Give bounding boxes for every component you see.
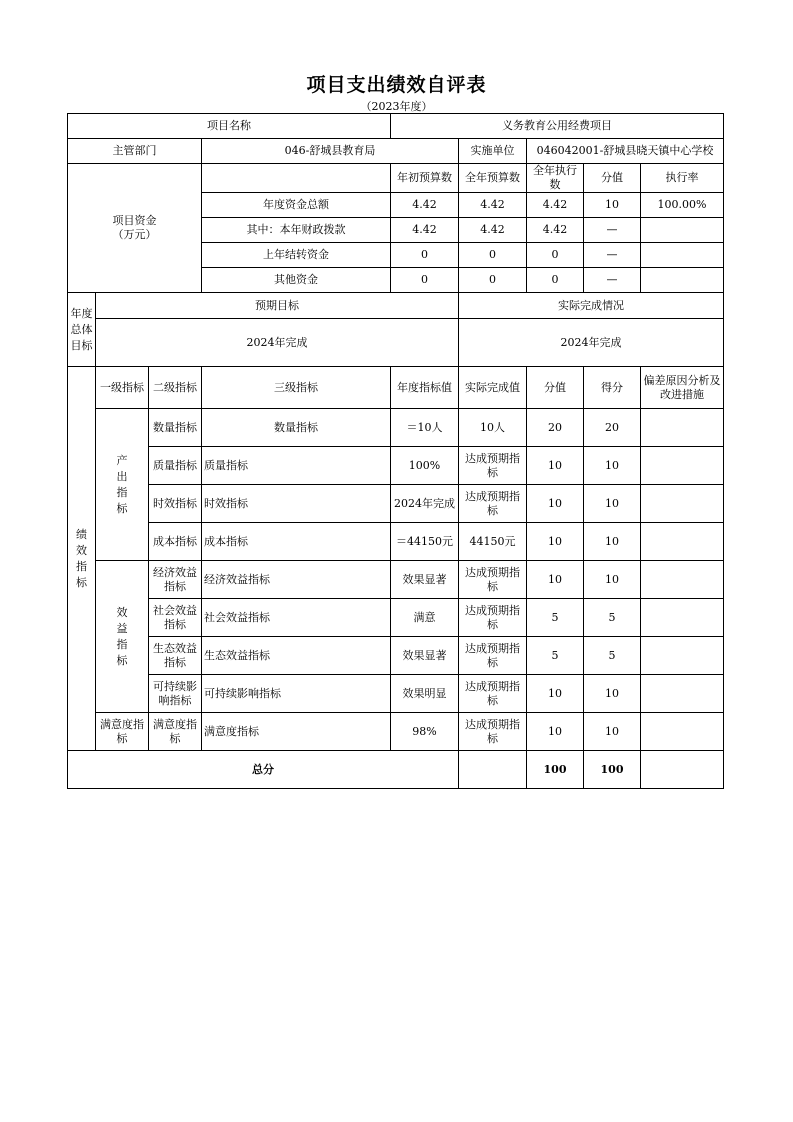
perf-score: 10: [584, 713, 641, 751]
perf-l3: 成本指标: [202, 523, 391, 561]
goal-expected-header: 预期目标: [96, 293, 459, 319]
funds-header: 分值: [584, 164, 641, 193]
perf-score-max: 10: [527, 713, 584, 751]
perf-l2: 社会效益指标: [149, 599, 202, 637]
perf-l3: 数量指标: [202, 409, 391, 447]
funds-row-label: 年度资金总额: [202, 193, 391, 218]
perf-reason: [641, 599, 724, 637]
perf-row: [68, 713, 724, 751]
perf-l3: 可持续影响指标: [202, 675, 391, 713]
funds-cell: 100.00%: [641, 193, 724, 218]
perf-l2: 经济效益指标: [149, 561, 202, 599]
perf-score-max: 10: [527, 675, 584, 713]
perf-reason: [641, 485, 724, 523]
funds-label-line1: 项目资金: [112, 214, 157, 227]
perf-score: 20: [584, 409, 641, 447]
perf-actual: 10人: [459, 409, 527, 447]
perf-score-max: 10: [527, 485, 584, 523]
satisfaction-indicator-label: 满意度指标: [96, 713, 149, 751]
funds-cell: —: [584, 268, 641, 293]
project-name-row: [68, 114, 724, 139]
funds-cell: [641, 218, 724, 243]
perf-score-max: 10: [527, 523, 584, 561]
perf-reason: [641, 637, 724, 675]
perf-header: 二级指标: [149, 367, 202, 409]
perf-header: 得分: [584, 367, 641, 409]
dept-label: 主管部门: [68, 139, 202, 164]
perf-header: 分值: [527, 367, 584, 409]
perf-score-max: 10: [527, 447, 584, 485]
total-blank: [459, 751, 527, 789]
perf-target: ＝10人: [391, 409, 459, 447]
total-label: 总分: [68, 751, 459, 789]
evaluation-table: [67, 113, 724, 789]
funds-label-line2: （万元）: [112, 228, 157, 241]
output-indicator-label: 产 出 指 标: [96, 409, 149, 561]
perf-target: 98%: [391, 713, 459, 751]
perf-l3: 满意度指标: [202, 713, 391, 751]
goal-actual: 2024年完成: [459, 319, 724, 367]
funds-row-label: 上年结转资金: [202, 243, 391, 268]
perf-reason: [641, 409, 724, 447]
perf-score: 10: [584, 447, 641, 485]
perf-target: 效果明显: [391, 675, 459, 713]
funds-cell: 4.42: [459, 193, 527, 218]
goal-content-row: [68, 319, 724, 367]
perf-l2: 质量指标: [149, 447, 202, 485]
perf-l3: 生态效益指标: [202, 637, 391, 675]
goal-expected: 2024年完成: [96, 319, 459, 367]
perf-score: 10: [584, 561, 641, 599]
funds-header: 全年执行数: [527, 164, 584, 193]
perf-score-max: 20: [527, 409, 584, 447]
perf-target: 效果显著: [391, 637, 459, 675]
perf-l2: 满意度指标: [149, 713, 202, 751]
perf-score: 10: [584, 675, 641, 713]
perf-reason: [641, 447, 724, 485]
perf-reason: [641, 675, 724, 713]
perf-l2: 可持续影响指标: [149, 675, 202, 713]
perf-reason: [641, 561, 724, 599]
perf-score: 5: [584, 599, 641, 637]
perf-l3: 时效指标: [202, 485, 391, 523]
funds-header: 全年预算数: [459, 164, 527, 193]
perf-row: [68, 485, 724, 523]
funds-cell: 0: [527, 243, 584, 268]
perf-row: [68, 409, 724, 447]
perf-actual: 达成预期指标: [459, 713, 527, 751]
perf-row: [68, 637, 724, 675]
goal-label: 年度 总体 目标: [68, 293, 96, 367]
funds-cell: 0: [459, 268, 527, 293]
perf-header: 一级指标: [96, 367, 149, 409]
perf-actual: 44150元: [459, 523, 527, 561]
impl-unit-label: 实施单位: [459, 139, 527, 164]
perf-score: 5: [584, 637, 641, 675]
funds-cell: [641, 268, 724, 293]
funds-cell: 0: [527, 268, 584, 293]
perf-score: 10: [584, 523, 641, 561]
perf-l3: 社会效益指标: [202, 599, 391, 637]
dept-row: [68, 139, 724, 164]
perf-l2: 数量指标: [149, 409, 202, 447]
funds-cell: 4.42: [527, 218, 584, 243]
perf-row: [68, 561, 724, 599]
funds-cell: 4.42: [459, 218, 527, 243]
funds-header: 年初预算数: [391, 164, 459, 193]
page-title: 项目支出绩效自评表: [306, 74, 487, 96]
funds-cell: [641, 243, 724, 268]
perf-actual: 达成预期指标: [459, 637, 527, 675]
perf-target: 效果显著: [391, 561, 459, 599]
perf-score-max: 5: [527, 599, 584, 637]
perf-header: 偏差原因分析及改进措施: [641, 367, 724, 409]
funds-cell: 4.42: [391, 218, 459, 243]
perf-actual: 达成预期指标: [459, 675, 527, 713]
perf-actual: 达成预期指标: [459, 599, 527, 637]
perf-reason: [641, 713, 724, 751]
perf-row: [68, 675, 724, 713]
funds-row-label: 其他资金: [202, 268, 391, 293]
perf-l2: 成本指标: [149, 523, 202, 561]
funds-header-blank: [202, 164, 391, 193]
perf-actual: 达成预期指标: [459, 561, 527, 599]
perf-l3: 经济效益指标: [202, 561, 391, 599]
report-year: （2023年度）: [360, 100, 433, 113]
goal-header-row: [68, 293, 724, 319]
impl-unit-value: 046042001-舒城县晓天镇中心学校: [527, 139, 724, 164]
funds-cell: —: [584, 218, 641, 243]
perf-target: ＝44150元: [391, 523, 459, 561]
perf-header-row: [68, 367, 724, 409]
project-name-value: 义务教育公用经费项目: [391, 114, 724, 139]
goal-actual-header: 实际完成情况: [459, 293, 724, 319]
perf-actual: 达成预期指标: [459, 485, 527, 523]
dept-value: 046-舒城县教育局: [202, 139, 459, 164]
perf-score-max: 5: [527, 637, 584, 675]
perf-actual: 达成预期指标: [459, 447, 527, 485]
perf-l2: 生态效益指标: [149, 637, 202, 675]
perf-label: 绩 效 指 标: [68, 367, 96, 751]
perf-target: 满意: [391, 599, 459, 637]
perf-target: 100%: [391, 447, 459, 485]
perf-row: [68, 523, 724, 561]
perf-header: 实际完成值: [459, 367, 527, 409]
benefit-indicator-label: 效 益 指 标: [96, 561, 149, 713]
total-score: 100: [584, 751, 641, 789]
perf-score: 10: [584, 485, 641, 523]
funds-cell: 0: [391, 268, 459, 293]
perf-row: [68, 599, 724, 637]
funds-header: 执行率: [641, 164, 724, 193]
funds-cell: 4.42: [391, 193, 459, 218]
funds-cell: —: [584, 243, 641, 268]
funds-cell: 4.42: [527, 193, 584, 218]
perf-header: 三级指标: [202, 367, 391, 409]
funds-label: [68, 164, 202, 293]
total-row: [68, 751, 724, 789]
perf-row: [68, 447, 724, 485]
total-reason: [641, 751, 724, 789]
funds-row-label: 其中：本年财政拨款: [202, 218, 391, 243]
total-score-max: 100: [527, 751, 584, 789]
funds-header-row: [68, 164, 724, 193]
funds-cell: 10: [584, 193, 641, 218]
perf-reason: [641, 523, 724, 561]
perf-header: 年度指标值: [391, 367, 459, 409]
perf-score-max: 10: [527, 561, 584, 599]
perf-l2: 时效指标: [149, 485, 202, 523]
perf-l3: 质量指标: [202, 447, 391, 485]
funds-cell: 0: [459, 243, 527, 268]
project-name-label: 项目名称: [68, 114, 391, 139]
perf-target: 2024年完成: [391, 485, 459, 523]
funds-cell: 0: [391, 243, 459, 268]
